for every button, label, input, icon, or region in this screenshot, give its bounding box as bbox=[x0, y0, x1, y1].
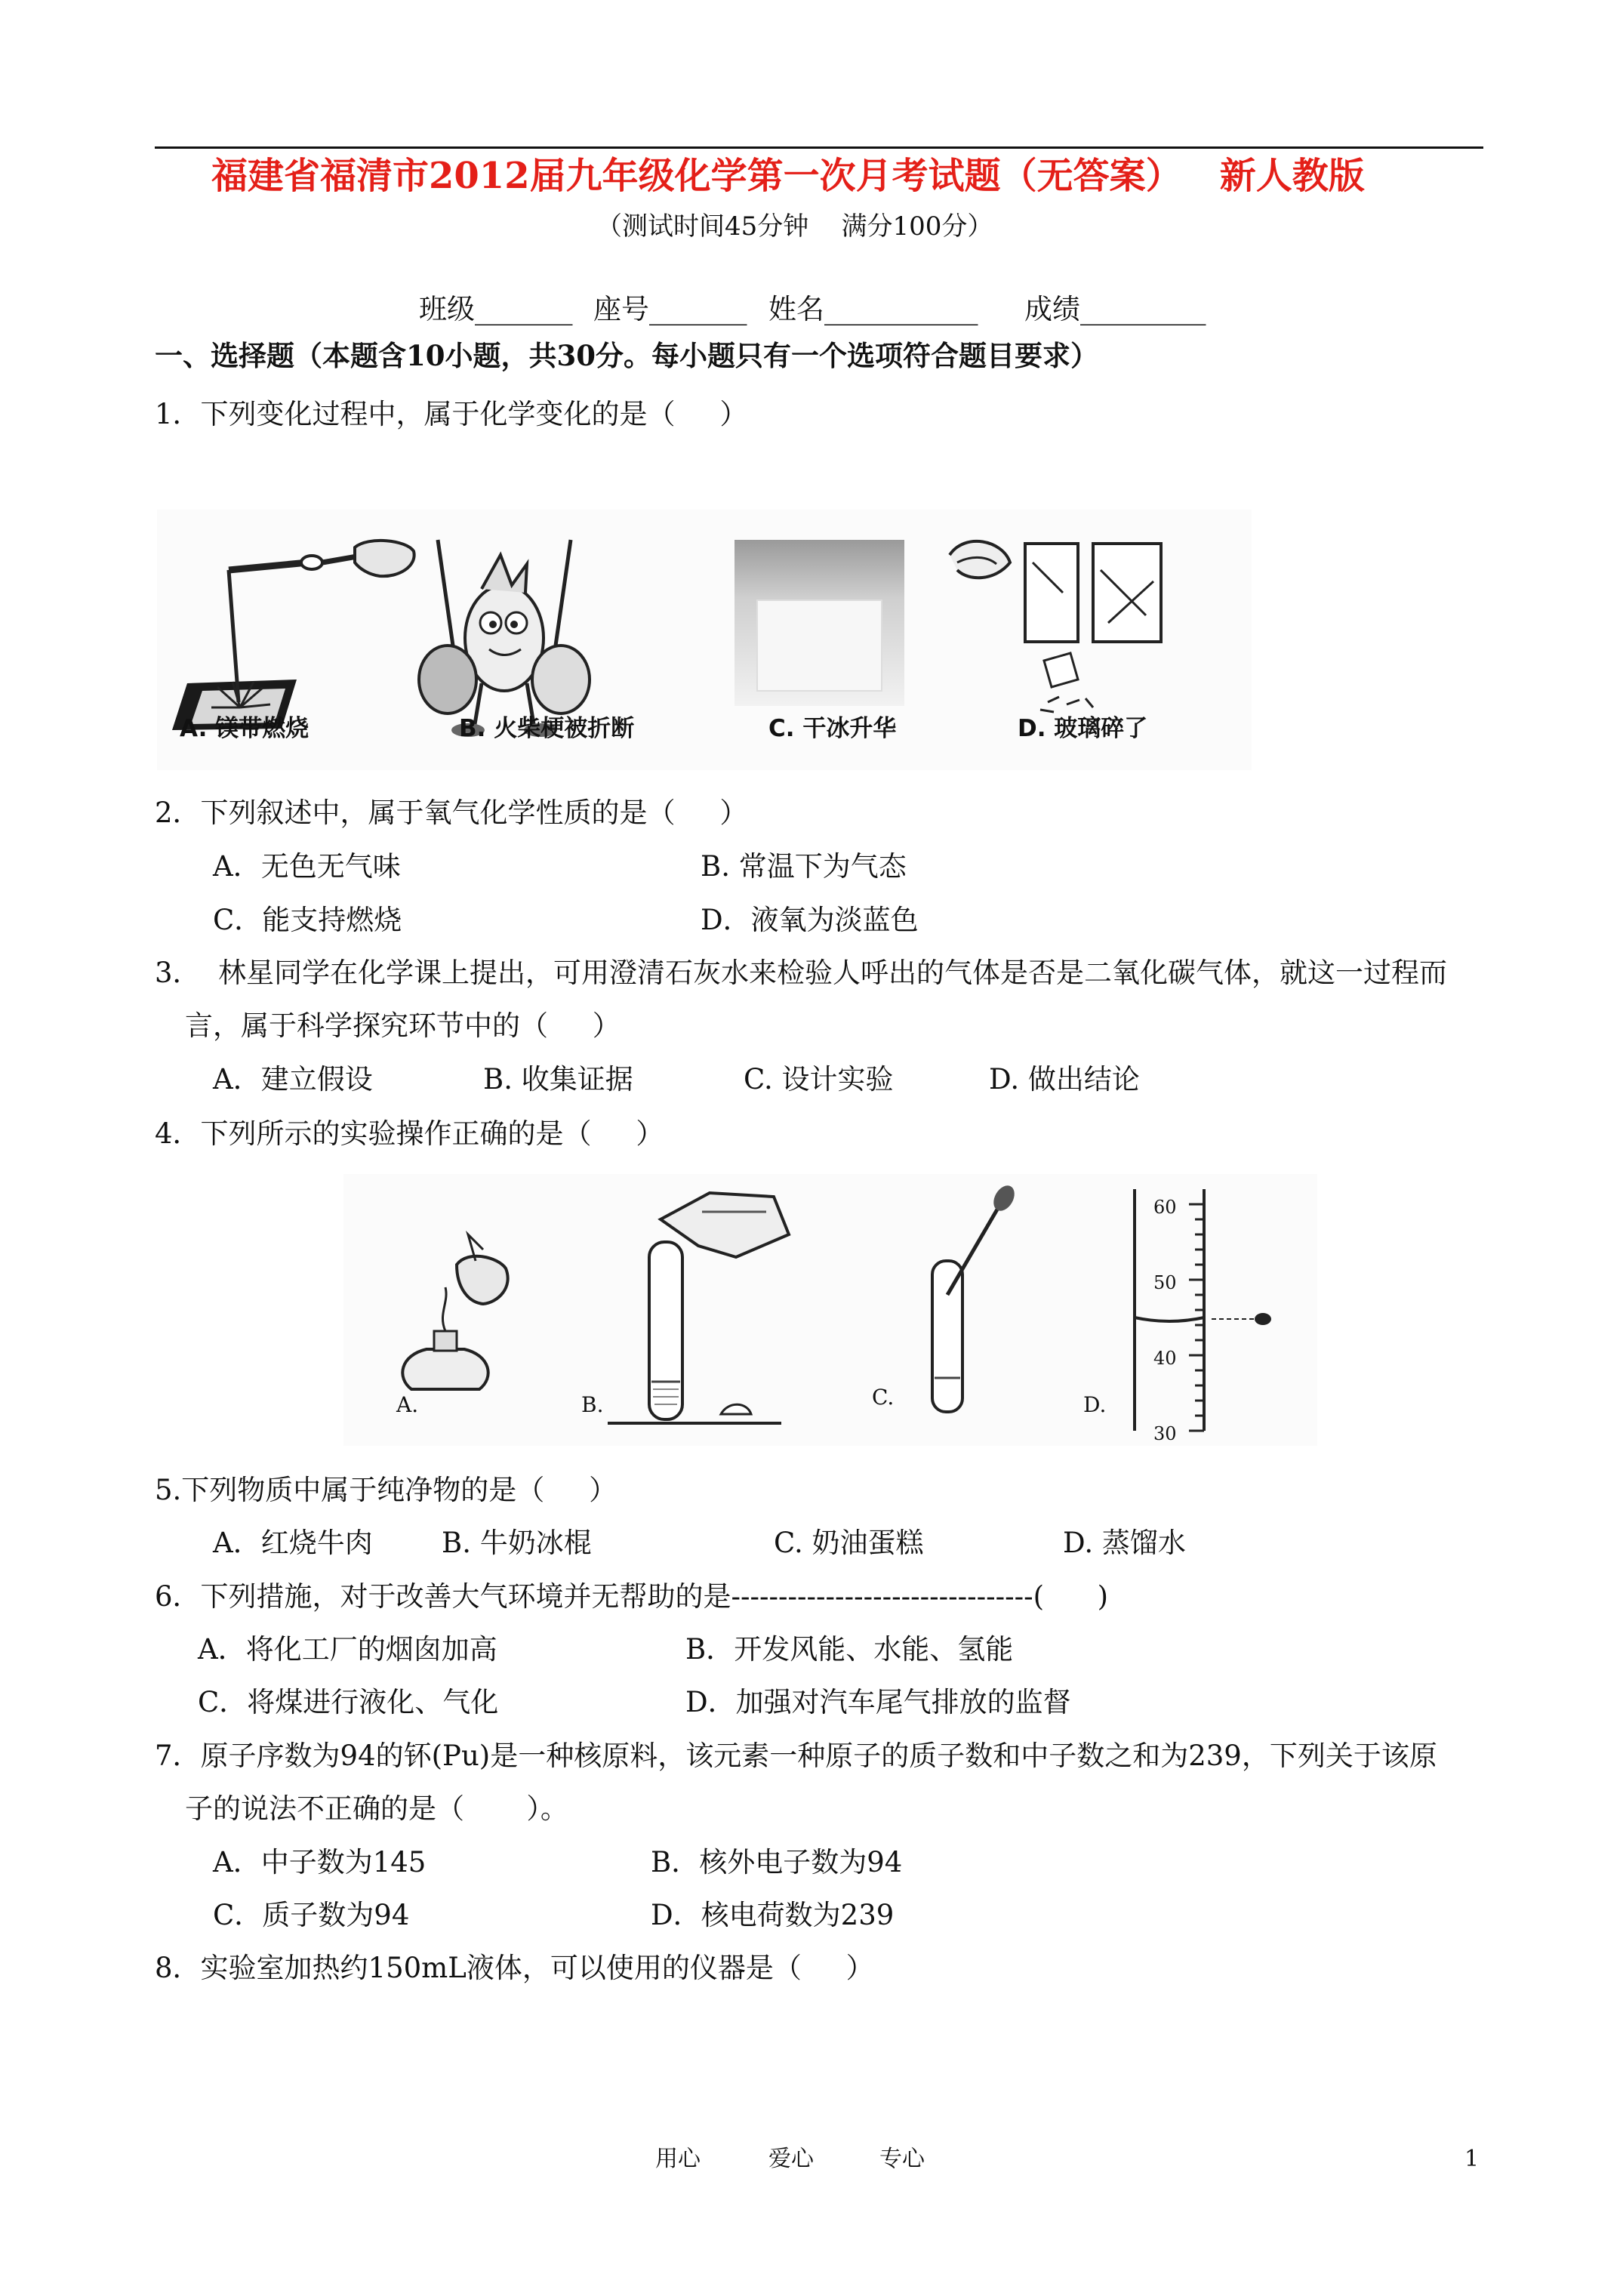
question-7-stem-line2: 子的说法不正确的是（ ）。 bbox=[185, 1792, 568, 1825]
name-field[interactable]: 姓名___________ bbox=[768, 293, 978, 325]
page-subtitle: （测试时间45分钟 满分100分） bbox=[596, 211, 993, 242]
q2-option-c[interactable]: C．能支持燃烧 bbox=[213, 904, 402, 936]
q6-option-a[interactable]: A．将化工厂的烟囱加高 bbox=[198, 1633, 497, 1666]
question-8-stem: 8．实验室加热约150mL液体，可以使用的仪器是（ ） bbox=[155, 1952, 874, 1984]
match-breaking-illustration bbox=[419, 540, 590, 737]
q4-scale-30: 30 bbox=[1153, 1423, 1177, 1444]
q7-option-d[interactable]: D．核电荷数为239 bbox=[651, 1899, 895, 1931]
question-5-stem: 5.下列物质中属于纯净物的是（ ） bbox=[155, 1474, 617, 1506]
seat-field[interactable]: 座号_______ bbox=[593, 293, 747, 325]
q4-label-b: B. bbox=[581, 1392, 604, 1417]
magnesium-burning-illustration bbox=[172, 541, 414, 730]
q5-option-b[interactable]: B. 牛奶冰棍 bbox=[442, 1527, 592, 1559]
q4-label-c: C. bbox=[872, 1385, 895, 1410]
q6-option-c[interactable]: C．将煤进行液化、气化 bbox=[198, 1686, 499, 1718]
question-4-figure bbox=[343, 1174, 1317, 1446]
q1-caption-c: C. 干冰升华 bbox=[768, 715, 897, 742]
q5-option-c[interactable]: C. 奶油蛋糕 bbox=[774, 1527, 924, 1559]
footer-motto-2: 爱心 bbox=[768, 2146, 814, 2172]
header-rule bbox=[155, 146, 1483, 149]
q3-option-d[interactable]: D. 做出结论 bbox=[989, 1063, 1140, 1096]
q1-caption-a: A. 镁带燃烧 bbox=[180, 715, 310, 742]
q5-option-d[interactable]: D. 蒸馏水 bbox=[1063, 1527, 1186, 1559]
class-field[interactable]: 班级_______ bbox=[419, 293, 573, 325]
q1-caption-d: D. 玻璃碎了 bbox=[1018, 715, 1148, 742]
q6-option-b[interactable]: B．开发风能、水能、氢能 bbox=[685, 1633, 1014, 1666]
q4-scale-60: 60 bbox=[1153, 1197, 1177, 1218]
q5-option-a[interactable]: A．红烧牛肉 bbox=[213, 1527, 373, 1559]
question-2-stem: 2．下列叙述中，属于氧气化学性质的是（ ） bbox=[155, 797, 748, 829]
q4-label-d: D. bbox=[1083, 1392, 1107, 1417]
q2-option-a[interactable]: A．无色无气味 bbox=[213, 850, 401, 883]
alcohol-lamp-illustration bbox=[402, 1234, 507, 1389]
footer-motto-3: 专心 bbox=[879, 2146, 925, 2172]
page-number: 1 bbox=[1464, 2146, 1480, 2172]
q4-scale-50: 50 bbox=[1153, 1272, 1177, 1293]
question-4-stem: 4．下列所示的实验操作正确的是（ ） bbox=[155, 1117, 664, 1150]
q7-option-b[interactable]: B．核外电子数为94 bbox=[651, 1846, 903, 1878]
broken-glass-illustration bbox=[950, 541, 1161, 712]
q7-option-c[interactable]: C．质子数为94 bbox=[213, 1899, 410, 1931]
page-title: 福建省福清市2012届九年级化学第一次月考试题（无答案） 新人教版 bbox=[211, 155, 1365, 197]
q4-label-a: A. bbox=[396, 1392, 419, 1417]
q3-option-b[interactable]: B. 收集证据 bbox=[483, 1063, 633, 1096]
question-3-stem-line2: 言，属于科学探究环节中的（ ） bbox=[185, 1009, 621, 1042]
question-1-stem: 1．下列变化过程中，属于化学变化的是（ ） bbox=[155, 398, 748, 430]
q4-scale-40: 40 bbox=[1153, 1348, 1177, 1369]
q6-option-d[interactable]: D．加强对汽车尾气排放的监督 bbox=[685, 1686, 1071, 1718]
q3-option-c[interactable]: C. 设计实验 bbox=[744, 1063, 894, 1096]
dropper-illustration bbox=[932, 1182, 1018, 1412]
q1-caption-b: B. 火柴梗被折断 bbox=[459, 715, 635, 742]
graduated-cylinder-illustration bbox=[1135, 1189, 1271, 1431]
q2-option-b[interactable]: B. 常温下为气态 bbox=[701, 850, 907, 883]
question-6-stem: 6．下列措施，对于改善大气环境并无帮助的是--------------------------------( ) bbox=[155, 1580, 1109, 1613]
question-1-figure bbox=[157, 510, 1252, 770]
q7-option-a[interactable]: A．中子数为145 bbox=[213, 1846, 427, 1878]
q2-option-d[interactable]: D．液氧为淡蓝色 bbox=[701, 904, 919, 936]
footer-motto-1: 用心 bbox=[655, 2146, 701, 2172]
q3-option-a[interactable]: A．建立假设 bbox=[213, 1063, 373, 1096]
question-7-stem-line1: 7．原子序数为94的钚(Pu)是一种核原料，该元素一种原子的质子数和中子数之和为239，下列关于该原 bbox=[155, 1740, 1437, 1772]
section-heading: 一、选择题（本题含10小题，共30分。每小题只有一个选项符合题目要求） bbox=[155, 339, 1098, 372]
pouring-liquid-illustration bbox=[608, 1193, 789, 1423]
question-3-stem-line1: 3． 林星同学在化学课上提出，可用澄清石灰水来检验人呼出的气体是否是二氧化碳气体，就这一过程而 bbox=[155, 957, 1448, 989]
score-field[interactable]: 成绩_________ bbox=[1024, 293, 1206, 325]
